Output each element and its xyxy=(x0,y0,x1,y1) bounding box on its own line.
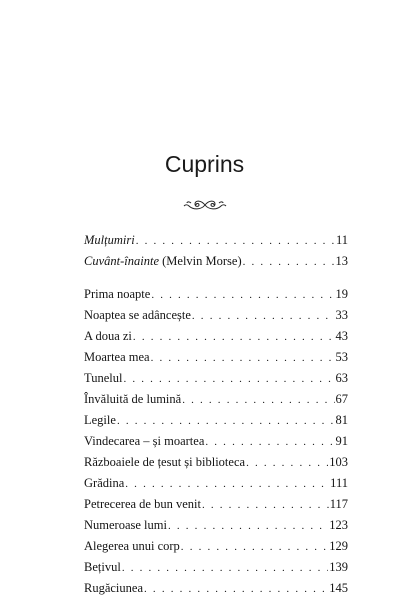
dot-leader xyxy=(125,474,329,495)
dot-leader xyxy=(117,411,335,432)
toc-entry[interactable] xyxy=(84,389,348,410)
toc-entry[interactable] xyxy=(84,557,348,578)
chapter-list xyxy=(84,284,348,599)
toc-entry-title: Alegerea unui corp xyxy=(84,539,180,553)
toc-entry-page: 11 xyxy=(335,233,348,247)
toc-entry-page: 103 xyxy=(329,455,348,469)
toc-entry-title: Grădina xyxy=(84,476,125,490)
toc-entry[interactable] xyxy=(84,452,348,473)
dot-leader xyxy=(122,558,328,579)
toc-entry[interactable] xyxy=(84,347,348,368)
toc-entry-page: 19 xyxy=(335,287,348,301)
toc-entry[interactable] xyxy=(84,473,348,494)
toc-entry-page: 117 xyxy=(329,497,348,511)
dot-leader xyxy=(202,495,329,516)
toc-entry-title: Învăluită de lumină xyxy=(84,392,182,406)
dot-leader xyxy=(123,369,334,390)
toc-entry-title: Bețivul xyxy=(84,560,121,574)
toc-entry[interactable] xyxy=(84,368,348,389)
toc-entry-page: 139 xyxy=(329,560,348,574)
toc-entry-page: 43 xyxy=(335,329,348,343)
dot-leader xyxy=(182,390,334,411)
toc-entry-title: Vindecarea – și moartea xyxy=(84,434,205,448)
toc-entry-page: 145 xyxy=(329,581,348,595)
toc-entry-page: 129 xyxy=(329,539,348,553)
page-title: Cuprins xyxy=(164,151,245,177)
toc-entry[interactable] xyxy=(84,515,348,536)
toc-entry-title: A doua zi xyxy=(84,329,132,343)
toc-entry-title: Războaiele de țesut și biblioteca xyxy=(84,455,246,469)
toc-entry-foreword[interactable] xyxy=(84,251,348,272)
dot-leader xyxy=(205,432,334,453)
toc-entry-title: Prima noapte xyxy=(84,287,151,301)
toc-entry-title-rest: (Melvin Morse) xyxy=(159,254,242,268)
toc-entry-title-italic: Cuvânt-înainte xyxy=(84,254,159,268)
dot-leader xyxy=(243,252,335,273)
toc-entry-page: 63 xyxy=(335,371,348,385)
toc-entry[interactable] xyxy=(84,578,348,599)
toc-entry[interactable] xyxy=(84,494,348,515)
toc-entry-page: 111 xyxy=(330,476,348,490)
dot-leader xyxy=(168,516,328,537)
toc-entry-page: 91 xyxy=(335,434,348,448)
front-matter-list xyxy=(84,230,348,272)
toc-entry-page: 67 xyxy=(335,392,348,406)
toc-entry-title-italic: Mulțumiri xyxy=(84,233,135,247)
toc-entry-title: Numeroase lumi xyxy=(84,518,167,532)
dot-leader xyxy=(144,579,328,600)
toc-entry-page: 13 xyxy=(335,254,348,268)
toc-entry-page: 53 xyxy=(335,350,348,364)
toc-entry-title: Legile xyxy=(84,413,116,427)
toc-entry[interactable] xyxy=(84,410,348,431)
flourish-ornament-icon xyxy=(183,198,227,212)
toc-entry-title xyxy=(84,230,135,251)
toc-entry[interactable] xyxy=(84,536,348,557)
toc-entry-acknowledgements[interactable] xyxy=(84,230,348,251)
toc-entry-title: Tunelul xyxy=(84,371,123,385)
toc-entry-title xyxy=(84,251,242,272)
toc-entry-title: Moartea mea xyxy=(84,350,150,364)
toc-entry-title: Petrecerea de bun venit xyxy=(84,497,201,511)
dot-leader xyxy=(133,327,335,348)
dot-leader xyxy=(136,231,335,252)
toc-entry-title: Rugăciunea xyxy=(84,581,144,595)
dot-leader xyxy=(246,453,328,474)
toc-entry[interactable] xyxy=(84,431,348,452)
dot-leader xyxy=(151,348,335,369)
toc-entry-page: 81 xyxy=(335,413,348,427)
dot-leader xyxy=(151,285,334,306)
toc-entry[interactable] xyxy=(84,284,348,305)
toc-entry-title: Noaptea se adâncește xyxy=(84,308,191,322)
dot-leader xyxy=(181,537,328,558)
toc-entry[interactable] xyxy=(84,326,348,347)
toc-entry-page: 33 xyxy=(335,308,348,322)
dot-leader xyxy=(192,306,335,327)
toc-entry-page: 123 xyxy=(329,518,348,532)
toc-entry[interactable] xyxy=(84,305,348,326)
